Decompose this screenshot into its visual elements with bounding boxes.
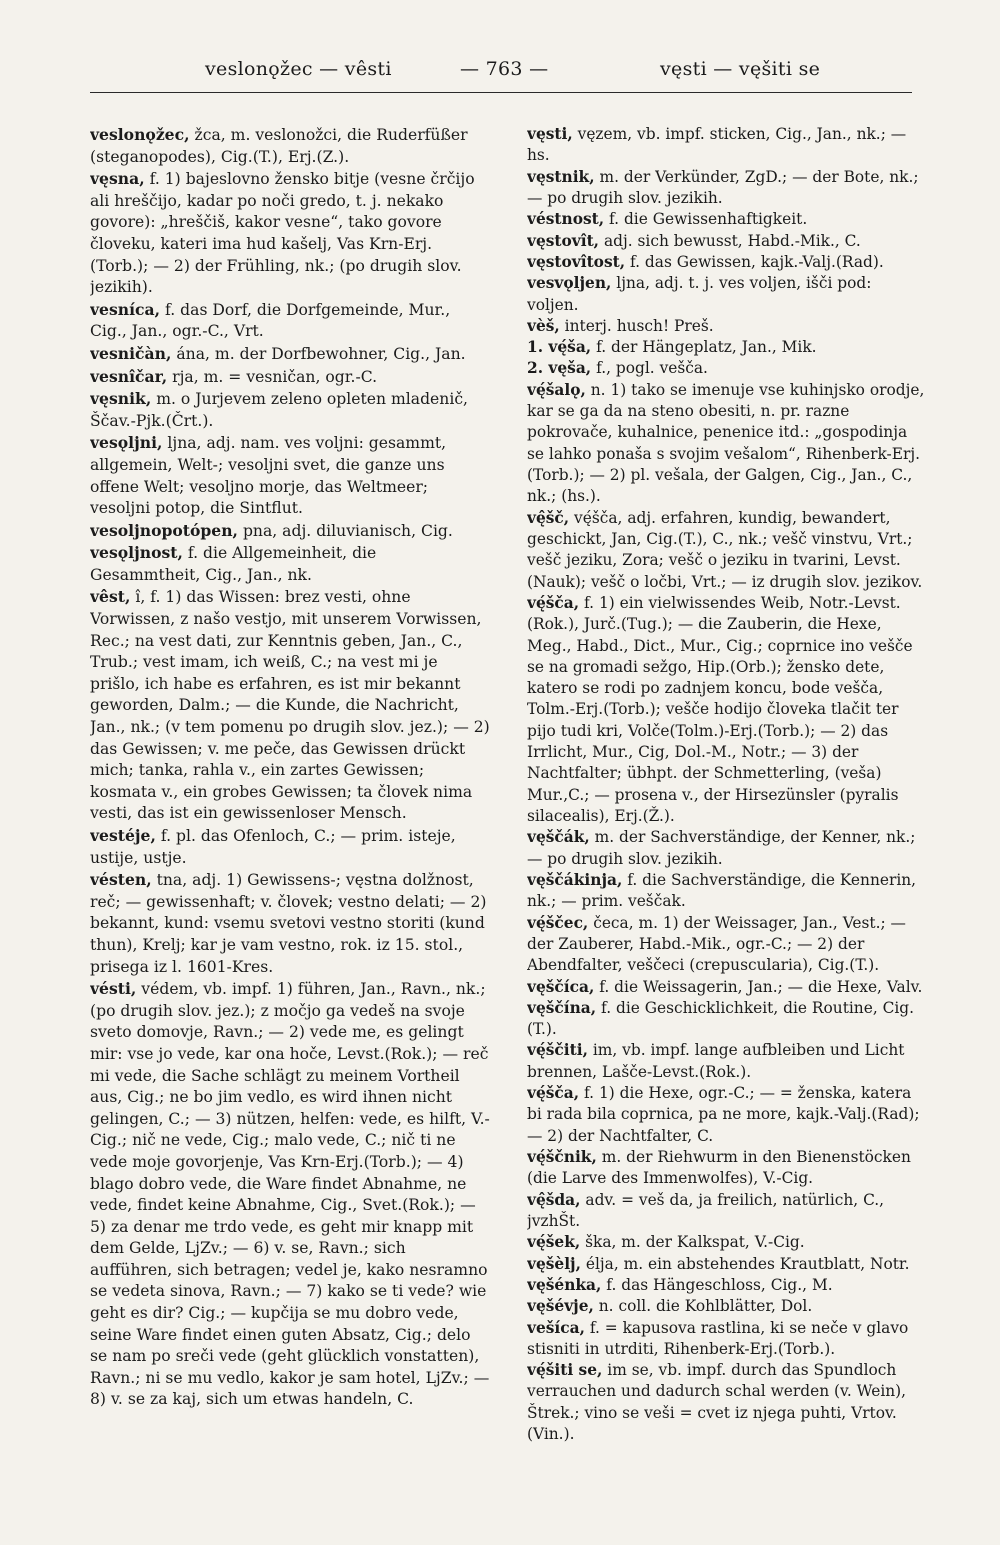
entry-headword: vę́šča, bbox=[527, 593, 580, 612]
entry-headword: vestéje, bbox=[90, 826, 156, 845]
entry-headword: vésti, bbox=[90, 979, 137, 999]
dictionary-entry bbox=[527, 827, 927, 870]
entry-headword: vésten, bbox=[90, 870, 152, 890]
entry-definition: ána, m. der Dorfbewohner, Cig., Jan. bbox=[176, 344, 466, 363]
entry-definition: n. 1) tako se imenuje vse kuhinjsko orodje, kar se ga da na steno obesiti, n. pr. razne pokrovače, kuhalnice, penenice itd.: „gospodinja se lahko ponaša s svojim vešalom“, Rihenberk-Erj.(Torb.); — 2) pl. vešala, der Galgen, Cig., Jan., C., nk.; (hs.). bbox=[527, 380, 925, 506]
dictionary-entry bbox=[90, 388, 490, 432]
dictionary-entry bbox=[527, 913, 927, 977]
entry-headword: vèš, bbox=[527, 316, 560, 335]
page-header bbox=[90, 58, 910, 90]
entry-headword: vęstovîtost, bbox=[527, 252, 626, 271]
dictionary-entry bbox=[527, 1360, 927, 1445]
entry-headword: vę́šča, bbox=[527, 1084, 580, 1103]
entry-definition: m. o Jurjevem zeleno opleten mladenič, Ščav.-Pjk.(Črt.). bbox=[90, 390, 469, 430]
entry-headword: vę̂šda, bbox=[527, 1190, 581, 1209]
dictionary-entry bbox=[527, 1254, 927, 1275]
entry-headword: veslonǫžec, bbox=[90, 125, 190, 144]
entry-headword: vęsti, bbox=[527, 125, 573, 143]
dictionary-entry bbox=[90, 299, 490, 343]
entry-headword: vęšénka, bbox=[527, 1275, 602, 1294]
entry-definition: žca, m. veslonožci, die Ruderfüßer (steganopodes), Cig.(T.), Erj.(Z.). bbox=[90, 126, 468, 166]
entry-headword: vęščák, bbox=[527, 828, 590, 847]
left-column bbox=[90, 124, 490, 1504]
entry-definition: interj. husch! Preš. bbox=[564, 316, 714, 335]
dictionary-entry bbox=[527, 977, 927, 998]
entry-definition: f. die Weissagerin, Jan.; — die Hexe, Valv. bbox=[599, 977, 923, 996]
dictionary-entry bbox=[90, 542, 490, 586]
entry-headword: vesničàn, bbox=[90, 343, 172, 363]
header-left-guide-words: veslonǫžec — vêsti bbox=[205, 58, 392, 80]
entry-definition: f. die Allgemeinheit, die Gesammtheit, Cig., Jan., nk. bbox=[90, 544, 377, 584]
entry-definition: f. pl. das Ofenloch, C.; — prim. isteje, ustije, ustje. bbox=[90, 827, 456, 867]
entry-definition: tna, adj. 1) Gewissens-; vęstna dolžnost, reč; — gewissenhaft; v. človek; vestno delati; — 2) bekannt, kund: vsemu svetovi vestno storiti (kund thun), Krelj; kar je vam vestno, rok. iz 15. stol., prisega iz l. 1601-Kres. bbox=[90, 871, 487, 976]
entry-definition: f. 1) ein vielwissendes Weib, Notr.-Levst.(Rok.), Jurč.(Tug.); — die Zauberin, die Hexe, Meg., Habd., Dict., Mur., Cig.; coprnice ino vešče se na gromadi sežgo, Hip.(Orb.); žensko dete, katero se rodi po zadnjem koncu, bode vešča, Tolm.-Erj.(Torb.); vešče hodijo človeka tlačit ter pijo tudi kri, Volče(Tolm.)-Erj.(Torb.); — 2) das Irrlicht, Mur., Cig, Dol.-M., Notr.; — 3) der Nachtfalter; übhpt. der Schmetterling, (veša) Mur.,C.; — prosena v., der Hirsezünsler (pyralis silacealis), Erj.(Ž.). bbox=[527, 593, 913, 825]
dictionary-entry bbox=[527, 593, 927, 827]
entry-headword: vęsna, bbox=[90, 169, 145, 189]
dictionary-entry bbox=[527, 380, 927, 508]
entry-definition: adj. sich bewusst, Habd.-Mik., C. bbox=[603, 231, 861, 250]
dictionary-entry bbox=[90, 586, 490, 825]
dictionary-entry bbox=[527, 1190, 927, 1233]
dictionary-entry bbox=[527, 316, 927, 337]
dictionary-entry bbox=[527, 358, 927, 379]
entry-headword: vesníca, bbox=[90, 299, 161, 319]
entry-definition: î, f. 1) das Wissen: brez vesti, ohne Vorwissen, z našo vestjo, mit unserem Vorwissen, Rec.; na vest dati, zur Kenntnis geben, Jan., C., Trub.; vest imam, ich weiß, C.; na vest mi je prišlo, ich habe es erfahren, es ist mir bekannt geworden, Dalm.; — die Kunde, die Nachricht, Jan., nk.; (v tem pomenu po drugih slov. jez.); — 2) das Gewissen; v. me peče, das Gewissen drückt mich; tanka, rahla v., ein zartes Gewissen; kosmata v., ein grobes Gewissen; ta človek nima vesti, das ist ein gewissenloser Mensch. bbox=[90, 588, 490, 823]
dictionary-entry bbox=[90, 343, 490, 366]
dictionary-entry bbox=[90, 978, 490, 1411]
entry-definition: rja, m. = vesničan, ogr.-C. bbox=[172, 367, 378, 386]
dictionary-entry bbox=[527, 1147, 927, 1190]
entry-definition: f. das Dorf, die Dorfgemeinde, Mur., Cig., Jan., ogr.-C., Vrt. bbox=[90, 300, 451, 341]
entry-definition: čeca, m. 1) der Weissager, Jan., Vest.; — der Zauberer, Habd.-Mik., ogr.-C.; — 2) der Abendfalter, veščeci (crepuscularia), Cig.(T.). bbox=[527, 913, 906, 975]
entry-headword: vęstnik, bbox=[527, 167, 595, 186]
entry-headword: vęšévje, bbox=[527, 1297, 594, 1316]
entry-headword: vęščákinja, bbox=[527, 870, 623, 889]
dictionary-entry bbox=[527, 1296, 927, 1317]
entry-definition: f. 1) die Hexe, ogr.-C.; — = ženska, katera bi rada bila coprnica, pa ne more, kajk.-Valj.(Rad); — 2) der Nachtfalter, C. bbox=[527, 1084, 920, 1145]
entry-definition: vęzem, vb. impf. sticken, Cig., Jan., nk.; — hs. bbox=[527, 125, 907, 165]
entry-headword: vę́ščiti, bbox=[527, 1041, 588, 1060]
entry-definition: n. coll. die Kohlblätter, Dol. bbox=[598, 1297, 813, 1316]
entry-headword: vesvǫljen, bbox=[527, 274, 612, 293]
entry-definition: f. = kapusova rastlina, ki se neče v glavo stisniti in utrditi, Rihenberk-Erj.(Torb.). bbox=[527, 1318, 909, 1358]
dictionary-entry bbox=[527, 231, 927, 252]
entry-headword: vęščíca, bbox=[527, 977, 595, 996]
dictionary-entry bbox=[90, 432, 490, 519]
entry-headword: vesoljnopotópen, bbox=[90, 520, 238, 540]
entry-definition: ljna, adj. nam. ves voljni: gesammt, allgemein, Welt-; vesoljni svet, die ganze uns offene Welt; vesoljno morje, das Weltmeer; vesoljni potop, die Sintflut. bbox=[90, 434, 447, 518]
entry-definition: f., pogl. vešča. bbox=[596, 359, 708, 378]
dictionary-entry bbox=[90, 520, 490, 543]
entry-headword: vesǫljni, bbox=[90, 433, 163, 453]
entry-definition: f. das Hängeschloss, Cig., M. bbox=[606, 1275, 833, 1294]
dictionary-entry bbox=[90, 124, 490, 168]
dictionary-entry bbox=[90, 825, 490, 869]
dictionary-entry bbox=[527, 273, 927, 316]
header-right-guide-words: vęsti — vęšiti se bbox=[660, 58, 821, 80]
entry-headword: vêst, bbox=[90, 587, 131, 607]
entry-headword: vę́šek, bbox=[527, 1233, 581, 1252]
dictionary-entry bbox=[527, 1083, 927, 1147]
header-rule bbox=[90, 92, 912, 93]
entry-definition: f. der Hängeplatz, Jan., Mik. bbox=[596, 338, 817, 357]
entry-definition: f. das Gewissen, kajk.-Valj.(Rad). bbox=[629, 252, 884, 271]
entry-headword: véstnost, bbox=[527, 210, 605, 229]
dictionary-entry bbox=[527, 1040, 927, 1083]
entry-headword: vę́šiti se, bbox=[527, 1361, 603, 1380]
dictionary-entry bbox=[527, 209, 927, 230]
entry-headword: 1. vę́ša, bbox=[527, 338, 592, 357]
entry-definition: védem, vb. impf. 1) führen, Jan., Ravn., nk.; (po drugih slov. jez.); z močjo ga vedeš na svoje sveto domovje, Ravn.; — 2) vede me, es gelingt mir: vse jo vede, kar ona hoče, Levst.(Rok.); — reč mi vede, die Sache schlägt zu meinem Vortheil aus, Cig.; ne bo jim vedlo, es wird ihnen nicht gelingen, C.; — 3) nützen, helfen: vede, es hilft, V.-Cig.; nič ne vede, Cig.; malo vede, C.; nič ti ne vede moje govorjenje, Vas Krn-Erj.(Torb.); — 4) blago dobro vede, die Ware findet Abnahme, ne vede, findet keine Abnahme, Cig., Svet.(Rok.); — 5) za denar me trdo vede, es geht mir knapp mit dem Gelde, LjZv.; — 6) v. se, Ravn.; sich aufführen, sich betragen; vedel je, kako nesramno se vedeta sinova, Ravn.; — 7) kako se ti vede? wie geht es dir? Cig.; — kupčija se mu dobro vede, seine Ware findet einen guten Absatz, Cig.; delo se nam po sreči vede (geht glücklich vonstatten), Ravn.; ni se mu vedlo, kakor je sam hotel, LjZv.; — 8) v. se za kaj, sich um etwas handeln, C. bbox=[90, 980, 490, 1409]
entry-headword: vesǫljnost, bbox=[90, 543, 183, 563]
entry-headword: vešíca, bbox=[527, 1318, 585, 1337]
entry-headword: vesnîčar, bbox=[90, 366, 168, 386]
entry-headword: vęšèlj, bbox=[527, 1254, 581, 1273]
entry-definition: ljna, adj. t. j. ves voljen, išči pod: voljen. bbox=[527, 274, 872, 314]
dictionary-entry bbox=[527, 124, 927, 167]
right-column bbox=[527, 124, 927, 1504]
dictionary-entry bbox=[527, 167, 927, 210]
entry-definition: m. der Sachverständige, der Kenner, nk.; — po drugih slov. jezikih. bbox=[527, 828, 916, 868]
entry-headword: vęščína, bbox=[527, 998, 597, 1017]
entry-headword: vę́ščec, bbox=[527, 913, 589, 932]
dictionary-entry bbox=[527, 1232, 927, 1253]
dictionary-entry bbox=[527, 337, 927, 358]
dictionary-entry bbox=[90, 869, 490, 978]
entry-definition: f. 1) bajeslovno žensko bitje (vesne črčijo ali hreščijo, kadar po noči gredo, t. j. nekako govore): „hreščiš, kakor vesne“, tako govore človeku, kateri ima hud kašelj, Vas Krn-Erj.(Torb.); — 2) der Frühling, nk.; (po drugih slov. jezikih). bbox=[90, 170, 475, 297]
entry-definition: f. die Geschicklichkeit, die Routine, Cig.(T.). bbox=[527, 998, 915, 1039]
page-number: — 763 — bbox=[460, 58, 549, 80]
entry-definition: m. der Riehwurm in den Bienenstöcken (die Larve des Immenwolfes), V.-Cig. bbox=[527, 1148, 911, 1188]
entry-headword: vęsnik, bbox=[90, 389, 152, 409]
dictionary-entry bbox=[527, 870, 927, 913]
entry-headword: vęstovît, bbox=[527, 231, 600, 250]
entry-definition: im, vb. impf. lange aufbleiben und Licht brennen, Lašče-Levst.(Rok.). bbox=[527, 1041, 905, 1081]
entry-definition: f. die Sachverständige, die Kennerin, nk.; — prim. veščak. bbox=[527, 870, 917, 911]
entry-headword: vę́šalǫ, bbox=[527, 380, 586, 399]
entry-definition: pna, adj. diluvianisch, Cig. bbox=[242, 521, 453, 540]
entry-definition: élja, m. ein abstehendes Krautblatt, Notr. bbox=[585, 1254, 910, 1273]
entry-definition: vę́šča, adj. erfahren, kundig, bewandert, geschickt, Jan, Cig.(T.), C., nk.; vešč vinstvu, Vrt.; vešč jeziku, Zora; vešč o jeziku in tvarini, Levst.(Nauk); vešč o ločbi, Vrt.; — iz drugih slov. jezikov. bbox=[527, 508, 923, 591]
dictionary-entry bbox=[527, 252, 927, 273]
entry-definition: f. die Gewissenhaftigkeit. bbox=[609, 210, 808, 229]
dictionary-entry bbox=[90, 366, 490, 389]
entry-definition: m. der Verkünder, ZgD.; — der Bote, nk.; — po drugih slov. jezikih. bbox=[527, 167, 919, 207]
dictionary-entry bbox=[527, 1318, 927, 1361]
dictionary-entry bbox=[90, 168, 490, 299]
dictionary-entry bbox=[527, 998, 927, 1041]
entry-headword: vę̂šč, bbox=[527, 508, 570, 527]
entry-definition: adv. = veš da, ja freilich, natürlich, C., jvzhŠt. bbox=[527, 1190, 885, 1230]
dictionary-entry bbox=[527, 508, 927, 593]
entry-definition: ška, m. der Kalkspat, V.-Cig. bbox=[585, 1233, 805, 1252]
dictionary-entry bbox=[527, 1275, 927, 1296]
entry-definition: im se, vb. impf. durch das Spundloch verrauchen und dadurch schal werden (v. Wein), Štrek.; vino se veši = cvet iz njega puhti, Vrtov.(Vin.). bbox=[527, 1361, 907, 1444]
entry-headword: 2. vęša, bbox=[527, 359, 592, 378]
entry-headword: vę́ščnik, bbox=[527, 1148, 597, 1166]
